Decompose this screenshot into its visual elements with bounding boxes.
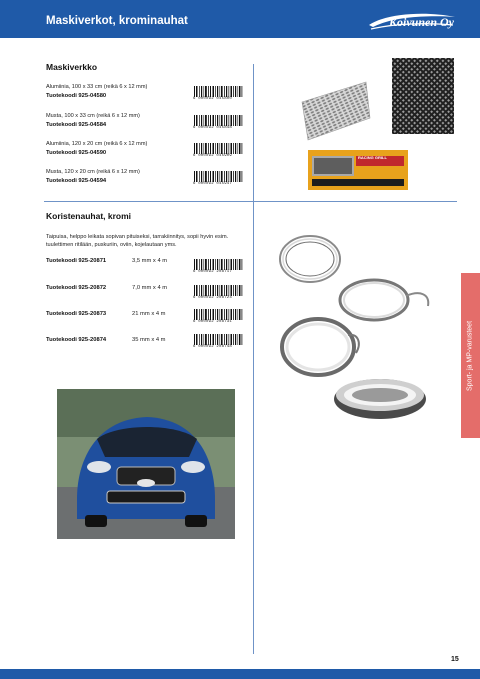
product-desc: Alumiinia, 100 x 33 cm (reikä 6 x 12 mm) bbox=[46, 84, 148, 90]
product-code: Tuotekoodi 925-20871 bbox=[46, 258, 107, 264]
barcode bbox=[193, 259, 243, 275]
product-size: 35 mm x 4 m bbox=[132, 337, 166, 343]
section-intro: Taipuisa, helppo leikata sopivan pituiseksi, tarrakiinnitys, sopii hyvin esim. tuulettimen ritilään, puskuriin, oviin, kojelautaan yms. bbox=[46, 234, 229, 248]
aluminium-mesh-image bbox=[300, 80, 372, 142]
barcode-number: 6 000092 208748 bbox=[193, 345, 233, 349]
barcode-number: 6 000092 208717 bbox=[193, 270, 233, 274]
black-mesh-image bbox=[392, 58, 454, 134]
page-title: Maskiverkot, krominauhat bbox=[46, 15, 188, 27]
barcode bbox=[193, 86, 243, 102]
barcode bbox=[193, 334, 243, 350]
page-header bbox=[0, 0, 480, 38]
car-photo bbox=[57, 389, 235, 539]
page-number: 15 bbox=[451, 656, 459, 663]
product-code: Tuotekoodi 925-04584 bbox=[46, 122, 107, 128]
product-code: Tuotekoodi 925-04580 bbox=[46, 93, 107, 99]
product-code: Tuotekoodi 925-20872 bbox=[46, 285, 107, 291]
section-title-koristenauhat: Koristenauhat, kromi bbox=[46, 211, 132, 221]
product-size: 7,0 mm x 4 m bbox=[132, 285, 168, 291]
company-logo bbox=[367, 11, 457, 33]
product-desc: Alumiinia, 120 x 20 cm (reikä 6 x 12 mm) bbox=[46, 141, 148, 147]
chrome-trim-roll-widest-image bbox=[330, 375, 430, 425]
product-desc: Musta, 100 x 33 cm (reikä 6 x 12 mm) bbox=[46, 113, 140, 119]
barcode-number: 6 000092 208724 bbox=[193, 296, 233, 300]
section-title-maskiverkko: Maskiverkko bbox=[46, 62, 98, 72]
footer-bar bbox=[0, 669, 480, 679]
product-code: Tuotekoodi 925-04590 bbox=[46, 150, 107, 156]
barcode-number: 6 000092 045848 bbox=[193, 126, 233, 130]
product-code: Tuotekoodi 925-20874 bbox=[46, 337, 107, 343]
barcode-number: 6 000092 045909 bbox=[193, 154, 233, 158]
product-code: Tuotekoodi 925-20873 bbox=[46, 311, 107, 317]
barcode bbox=[193, 143, 243, 159]
barcode-number: 6 000092 208731 bbox=[193, 320, 233, 324]
product-desc: Musta, 120 x 20 cm (reikä 6 x 12 mm) bbox=[46, 169, 140, 175]
barcode bbox=[193, 171, 243, 187]
barcode bbox=[193, 285, 243, 301]
barcode bbox=[193, 115, 243, 131]
category-side-tab-label: Sport- ja MP-varusteet bbox=[466, 320, 474, 392]
barcode-number: 6 000092 045800 bbox=[193, 97, 233, 101]
product-size: 3,5 mm x 4 m bbox=[132, 258, 168, 264]
barcode-number: 6 000092 045947 bbox=[193, 182, 233, 186]
barcode bbox=[193, 309, 243, 325]
logo-text: Koivunen Oy bbox=[389, 15, 455, 29]
product-size: 21 mm x 4 m bbox=[132, 311, 166, 317]
section-divider bbox=[44, 201, 457, 202]
package-label: RACING GRILL bbox=[358, 155, 387, 160]
column-divider bbox=[253, 64, 254, 654]
chrome-trim-roll-wide-image bbox=[278, 313, 362, 383]
product-code: Tuotekoodi 925-04594 bbox=[46, 178, 107, 184]
